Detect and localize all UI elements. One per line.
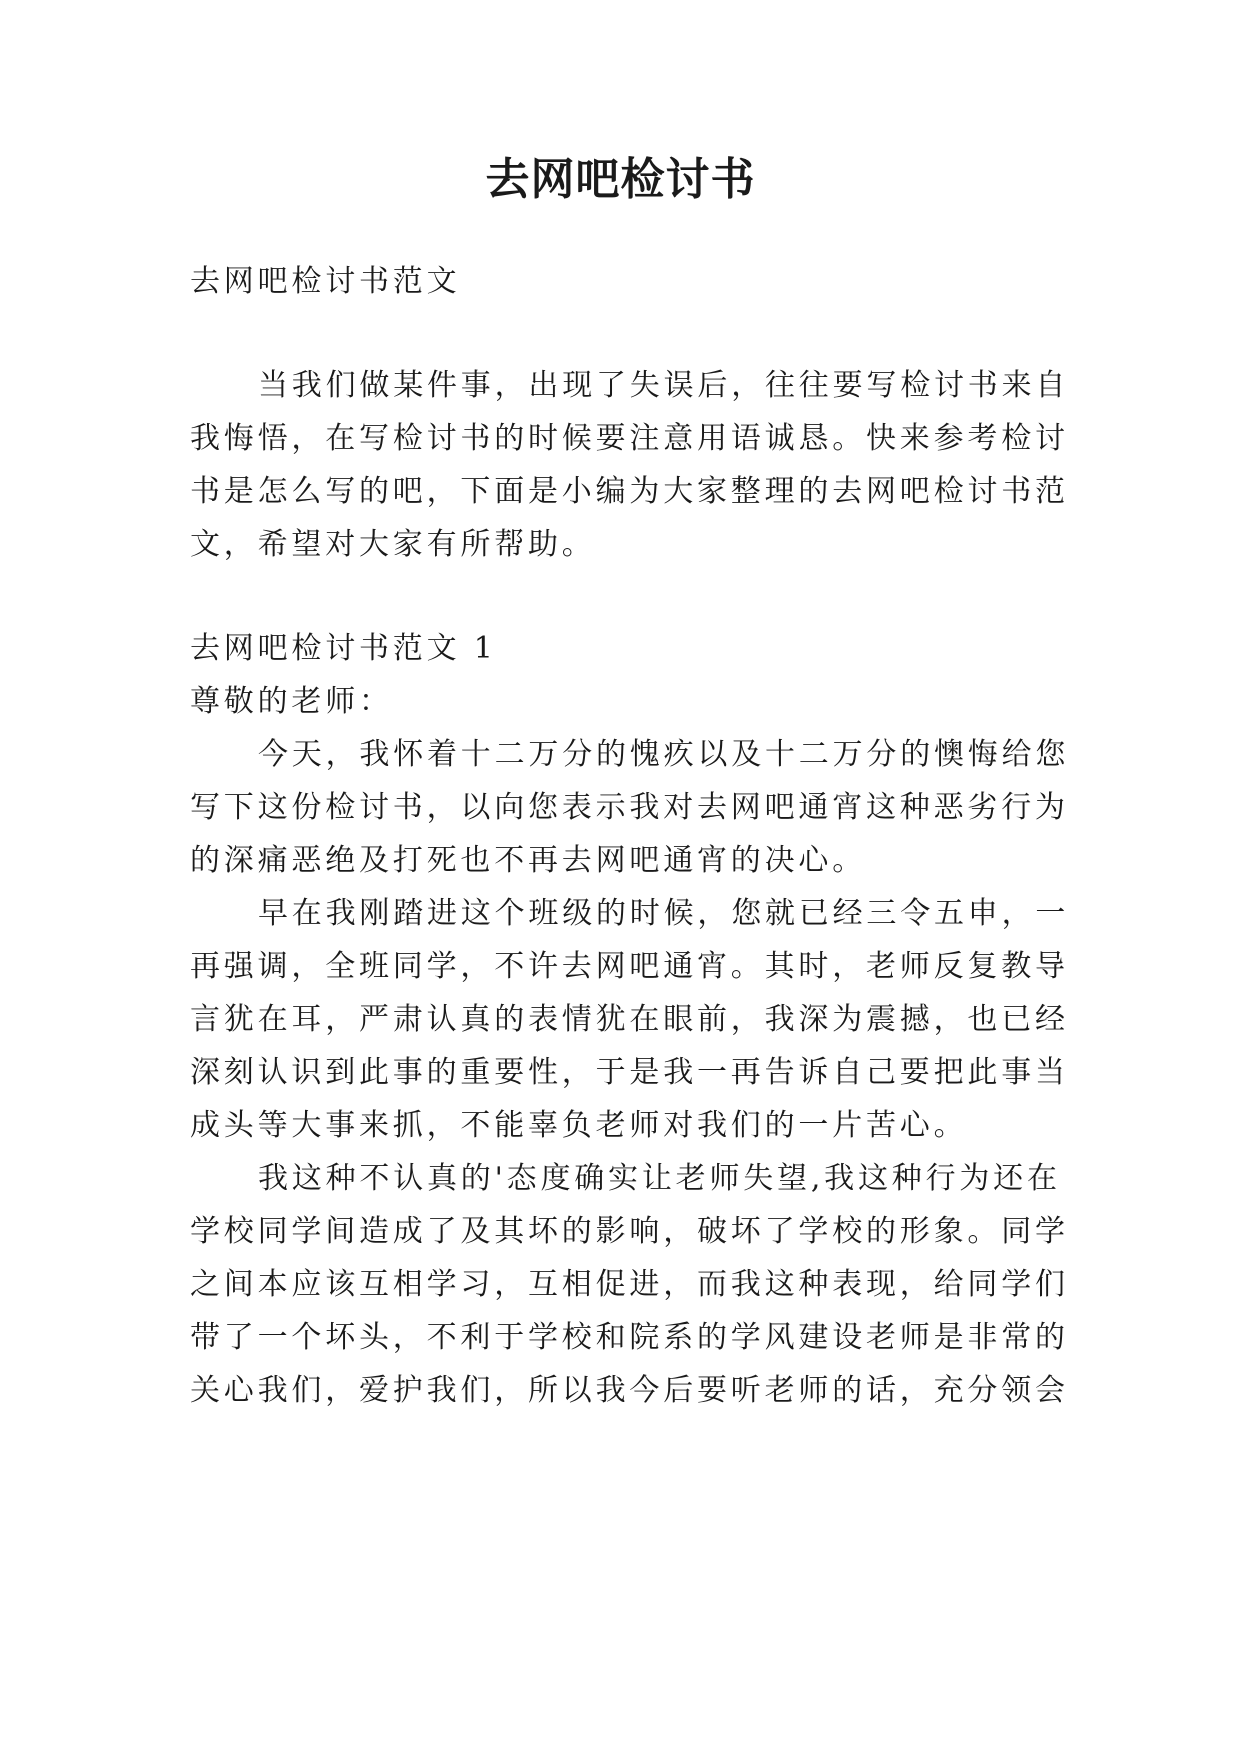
paragraph1-line: 写下这份检讨书，以向您表示我对去网吧通宵这种恶劣行为 xyxy=(190,790,1069,825)
intro-line: 书是怎么写的吧，下面是小编为大家整理的去网吧检讨书范 xyxy=(190,474,1069,509)
paragraph2-line: 成头等大事来抓，不能辜负老师对我们的一片苦心。 xyxy=(190,1108,968,1143)
paragraph1-line: 今天，我怀着十二万分的愧疚以及十二万分的懊悔给您 xyxy=(258,737,1070,772)
salutation: 尊敬的老师： xyxy=(190,684,393,719)
intro-line: 我悔悟，在写检讨书的时候要注意用语诚恳。快来参考检讨 xyxy=(190,421,1069,456)
paragraph2-line: 深刻认识到此事的重要性，于是我一再告诉自己要把此事当 xyxy=(190,1055,1069,1090)
document-title: 去网吧检讨书 xyxy=(485,154,756,205)
paragraph3-line: 之间本应该互相学习，互相促进，而我这种表现，给同学们 xyxy=(190,1267,1069,1302)
paragraph1-line: 的深痛恶绝及打死也不再去网吧通宵的决心。 xyxy=(190,843,866,878)
paragraph3-line: 学校同学间造成了及其坏的影响，破坏了学校的形象。同学 xyxy=(190,1214,1069,1249)
paragraph3-line: 带了一个坏头，不利于学校和院系的学风建设老师是非常的 xyxy=(190,1320,1069,1355)
document-subtitle: 去网吧检讨书范文 xyxy=(190,264,461,299)
section-heading: 去网吧检讨书范文 1 xyxy=(190,631,497,666)
paragraph3-line: 关心我们，爱护我们，所以我今后要听老师的话，充分领会 xyxy=(190,1373,1069,1408)
paragraph2-line: 早在我刚踏进这个班级的时候，您就已经三令五申，一 xyxy=(258,896,1070,931)
intro-line: 文，希望对大家有所帮助。 xyxy=(190,527,596,562)
intro-line: 当我们做某件事，出现了失误后，往往要写检讨书来自 xyxy=(258,368,1070,403)
paragraph2-line: 再强调，全班同学，不许去网吧通宵。其时，老师反复教导 xyxy=(190,949,1069,984)
paragraph3-line: 我这种不认真的'态度确实让老师失望,我这种行为还在 xyxy=(258,1161,1061,1196)
paragraph2-line: 言犹在耳，严肃认真的表情犹在眼前，我深为震撼，也已经 xyxy=(190,1002,1069,1037)
